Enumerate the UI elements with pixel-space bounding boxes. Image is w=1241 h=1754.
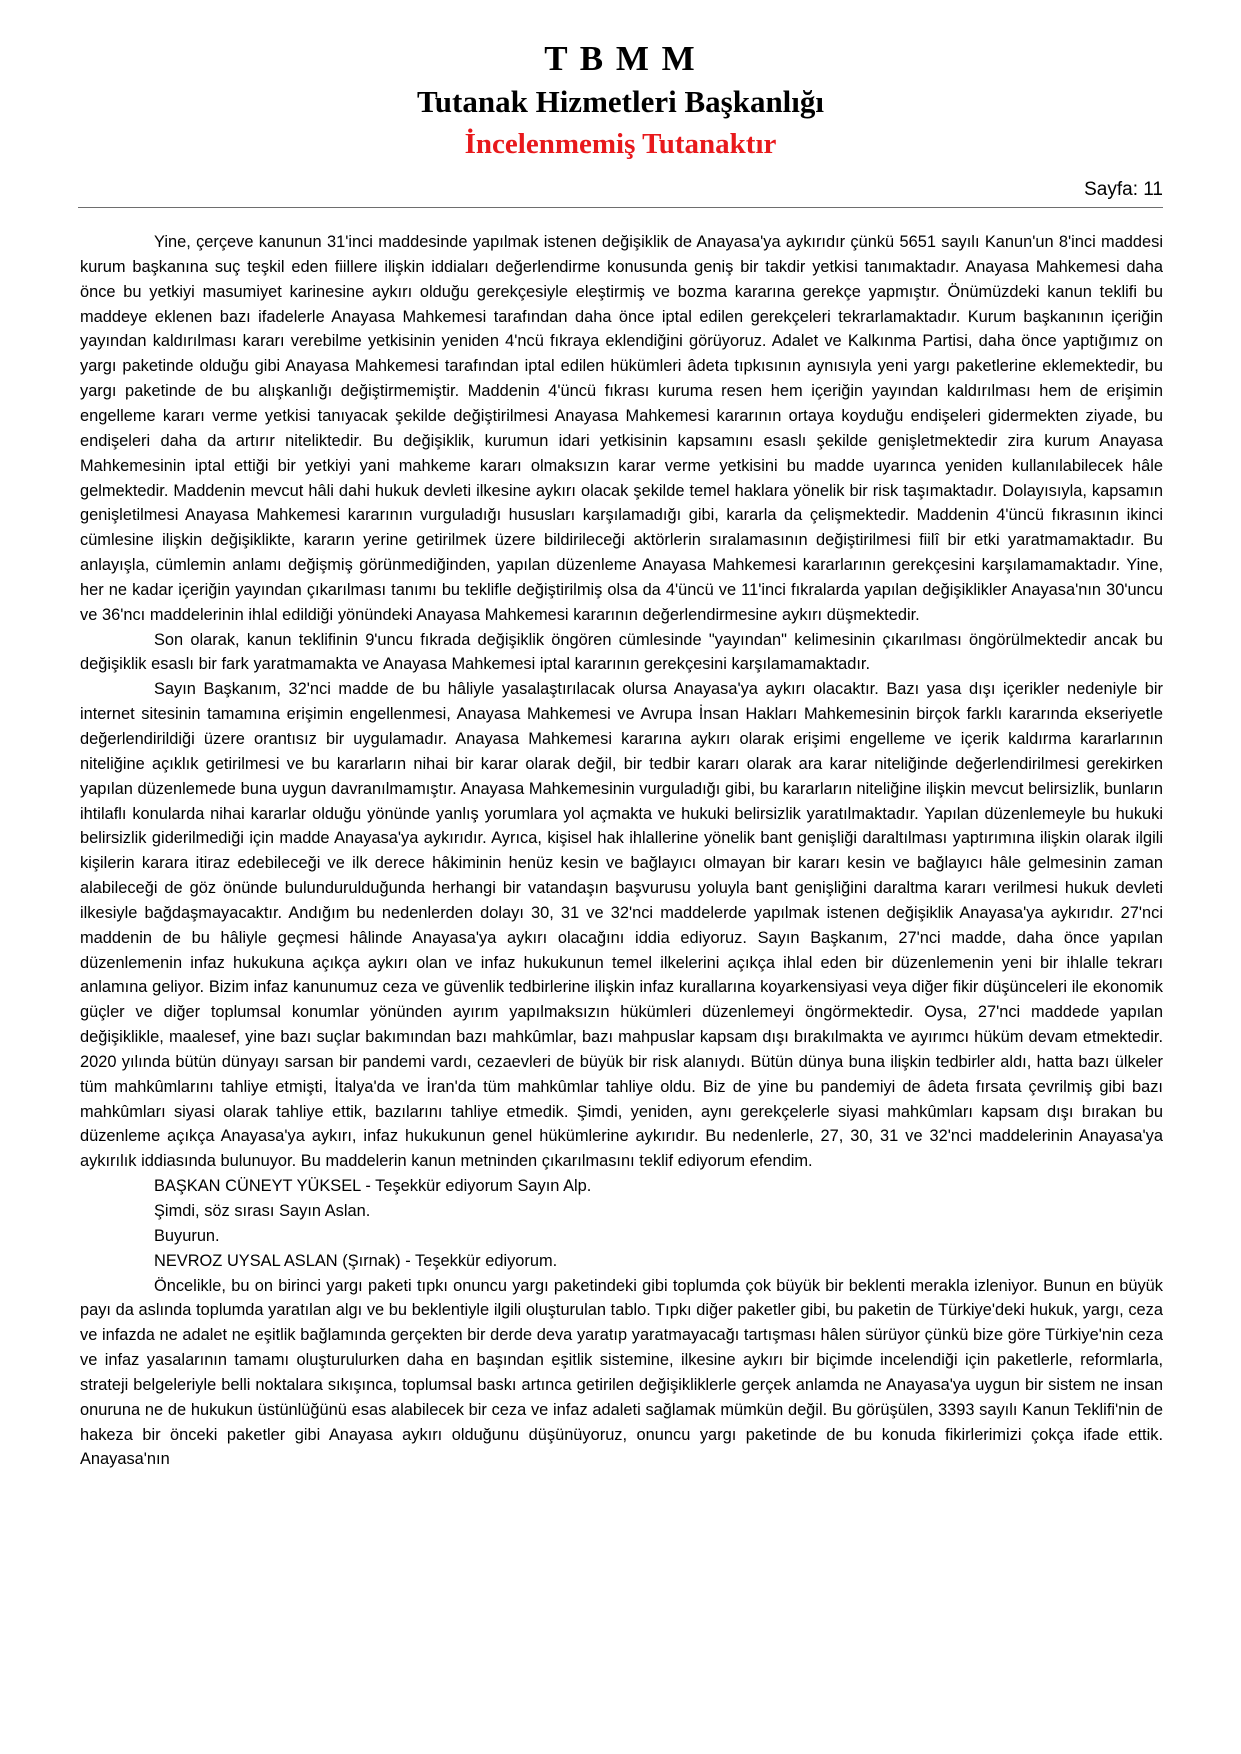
page-number: Sayfa: 11 — [1084, 179, 1163, 201]
speaker-line: Buyurun. — [154, 1226, 220, 1245]
institution-title: T B M M — [544, 39, 697, 78]
transcript-paragraph: Sayın Başkanım, 32'nci madde de bu hâliyle yasalaştırılacak olursa Anayasa'ya aykırı olacaktır. Bazı yasa dışı içerikler nedeniyle bir internet sitesinin tamamına erişimin engellenmesi, Anayasa Mahkemesi ve Avrupa İnsan Hakları Mahkemesinin birçok farklı kararında ekseriyetle değerlendirildiği üzere orantısız bir uygulamadır. Anayasa Mahkemesi kararına aykırı olarak erişimi engelleme ve içerik kaldırma kararlarının niteliğine açıklık getirilmesi ve bu kararların nihai bir karar olarak değil, bir tedbir kararı olarak ara karar niteliğinde değerlendirilmesi gerekirken yapılan düzenlemede buna uygun davranılmamıştır. Anayasa Mahkemesinin vurguladığı gibi, bu kararların niteliğine ilişkin mevcut belirsizlik, bunların ihtilaflı konularda nihai kararlar olduğu yönünde yanlış yorumlara yol açmakta ve hukuki belirsizlik yaratılmaktadır. Yapılan düzenlemeyle bu hukuki belirsizlik giderilmediği için madde Anayasa'ya aykırıdır. Ayrıca, kişisel hak ihlallerine yönelik bant genişliği daraltılması yaptırımına ilişkin olarak ilgili kişilerin karara itiraz edebileceği ve ilk derece hâkiminin henüz kesin ve bağlayıcı olmayan bir kararı kesin ve bağlayıcı hâle gelmesinin zaman alabileceği de göz önünde bulundurulduğunda herhangi bir vatandaşın başvurusu yoluyla bant genişliğini daraltma kararı verilmesi hukuk devleti ilkesiyle bağdaşmayacaktır. Andığım bu nedenlerden dolayı 30, 31 ve 32'nci maddelerde yapılmak istenen değişiklik Anayasa'ya aykırıdır. 27'nci maddenin de bu hâliyle geçmesi hâlinde Anayasa'ya aykırı olacağını iddia ediyoruz. Sayın Başkanım, 27'nci madde, daha önce yapılan düzenlemenin infaz hukukuna açıkça aykırı olan ve infaz hukukunun temel ilkelerini açıkça ihlal eden bir düzenlemenin yeni bir ihlalle tekrarı anlamına geliyor. Bizim infaz kanunumuz ceza ve güvenlik tedbirlerine ilişkin infaz kurallarına koyarkensiyasi veya diğer fikir düşünceleri ile ekonomik güçler ve diğer toplumsal konumlar yönünden ayırım yapılmaksızın hükümleri düzenlemeyi öngörmektedir. Oysa, 27'nci maddede yapılan değişiklikle, maalesef, yine bazı suçlar bakımından bazı mahkûmlar, bazı mahpuslar kapsam dışı bırakılmakta ve ayırımcı hüküm devam etmektedir. 2020 yılında bütün dünyayı sarsan bir pandemi vardı, cezaevleri de büyük bir risk alanıydı. Bütün dünya buna ilişkin tedbirler aldı, hatta bazı ülkeler tüm mahkûmlarını tahliye etmişti, İtalya'da ve İran'da tüm mahkûmlar tahliye oldu. Biz de yine bu pandemiyi de âdeta fırsata çevrilmiş gibi bazı mahkûmları siyasi olarak tahliye ettik, bazılarını tahliye etmedik. Şimdi, yeniden, aynı gerekçelerle siyasi mahkûmları kapsam dışı bırakan bu düzenleme açıkça Anayasa'ya aykırı, infaz hukukunun genel hükümlerine aykırıdır. Bu nedenlerle, 27, 30, 31 ve 32'nci maddelerinin Anayasa'ya aykırılık iddiasında bulunuyor. Bu maddelerin kanun metninden çıkarılmasını teklif ediyorum efendim. — [80, 680, 1163, 1171]
unreviewed-notice: İncelenmemiş Tutanaktır — [464, 127, 777, 160]
speaker-line: Şimdi, söz sırası Sayın Aslan. — [154, 1202, 371, 1220]
speaker-line: NEVROZ UYSAL ASLAN (Şırnak) - Teşekkür ediyorum. — [154, 1251, 558, 1270]
document-header — [0, 0, 1241, 161]
transcript-paragraph: Yine, çerçeve kanunun 31'inci maddesinde yapılmak istenen değişiklik de Anayasa'ya aykırıdır çünkü 5651 sayılı Kanun'un 8'inci maddesi kurum başkanına suç teşkil eden fiillere ilişkin iddiaları değerlendirme konusunda geniş bir takdir yetkisi tanımaktadır. Anayasa Mahkemesi daha önce bu yetkiyi masumiyet karinesine aykırı olduğu gerekçesiyle eleştirmiş ve bozma kararına gerekçe yapmıştır. Önümüzdeki kanun teklifi bu maddeye eklenen bazı ifadelerle Anayasa Mahkemesi tarafından daha önce iptal edilen gerekçeleri tekrarlamaktadır. Kurum başkanının içeriğin yayından kaldırılması kararı verebilme yetkisinin yeniden 4'ncü fıkraya eklendiğini görüyoruz. Adalet ve Kalkınma Partisi, daha önce yaptığımız on yargı paketinde olduğu gibi Anayasa Mahkemesi tarafından iptal edilen hükümleri âdeta tıpkısının aynısıyla yeni yargı paketlerine eklemektedir, bu yargı paketinde de bu alışkanlığı değiştirmemiştir. Maddenin 4'üncü fıkrası kuruma resen hem içeriğin yayından kaldırılması hem de erişimin engelleme kararı verme yetkisi tanıyacak şekilde değiştirilmesi Anayasa Mahkemesi kararının ortaya koyduğu endişeleri gidermekten ziyade, bu endişeleri daha da artırır niteliktedir. Bu değişiklik, kurumun idari yetkisinin kapsamını esaslı şekilde genişletmektedir zira kurum Anayasa Mahkemesinin iptal ettiği bir yetkiyi yani mahkeme kararı olmaksızın karar verme yetkisini bu madde uyarınca yeniden kullanılabilecek hâle gelmektedir. Maddenin mevcut hâli dahi hukuk devleti ilkesine aykırı olacak şekilde temel haklara yönelik bir risk taşımaktadır. Dolayısıyla, kapsamın genişletilmesi Anayasa Mahkemesi kararının vurguladığı hususları karşılamadığı gibi, kararla da çelişmektedir. Maddenin 4'üncü fıkrasının ikinci cümlesine ilişkin değişiklikte, kararın yerine getirilmek üzere bildirileceği aktörlerin sıralamasının değiştirilmesi fiilî bir etki yaratmamaktadır. Bu anlayışla, cümlemin anlamı değişmiş görünmediğinden, yapılan düzenleme Anayasa Mahkemesi kararlarının gerekçesini karşılamamaktadır. Yine, her ne kadar içeriğin yayından çıkarılması tanımı bu teklifle değiştirilmiş olsa da 4'üncü ve 11'inci fıkralarda yapılan değişiklikler Anayasa'nın 30'uncu ve 36'ncı maddelerinin ihlal edildiği yönündeki Anayasa Mahkemesi kararının değerlendirmesine aykırı düşmektedir. — [80, 233, 1163, 624]
department-title: Tutanak Hizmetleri Başkanlığı — [416, 84, 825, 120]
transcript-paragraph: Son olarak, kanun teklifinin 9'uncu fıkrada değişiklik öngören cümlesinde "yayından" kelimesinin çıkarılması öngörülmektedir ancak bu değişiklik esaslı bir fark yaratmamakta ve Anayasa Mahkemesi iptal kararının gerekçesini karşılamamaktadır. — [80, 630, 1163, 674]
transcript-paragraph: Öncelikle, bu on birinci yargı paketi tıpkı onuncu yargı paketindeki gibi toplumda çok büyük bir beklenti merakla izleniyor. Bunun en büyük payı da aslında toplumda yaratılan algı ve bu beklentiyle ilgili oluşturulan tablo. Tıpkı diğer paketler gibi, bu paketin de Türkiye'deki hukuk, yargı, ceza ve infazda ne adalet ne eşitlik bağlamında gerçekten bir derde deva yaratıp yaratmayacağı tartışması hâlen sürüyor çünkü bize göre Türkiye'nin ceza ve infaz yasalarının tamamı oluşturulurken daha en başından eşitlik sistemine, ilkesine aykırı bir biçimde incelendiği için paketlerle, reformlarla, strateji belgeleriyle belli noktalara sıkışınca, toplumsal baskı artınca getirilen değişikliklerle gerçek anlamda ne Anayasa'ya uygun bir sistem ne insan onuruna ne de hukukun üstünlüğünü esas alabilecek bir ceza ve infaz adaleti sağlamak mümkün değil. Bu görüşülen, 3393 sayılı Kanun Teklifi'nin de hakeza bir önceki paketler gibi Anayasa aykırı olduğunu düşünüyoruz, onuncu yargı paketinde de bu konuda fikirlerimizi çokça ifade ettik. Anayasa'nın — [80, 1276, 1163, 1469]
transcript-body — [0, 208, 1241, 1502]
speaker-line: BAŞKAN CÜNEYT YÜKSEL - Teşekkür ediyorum Sayın Alp. — [154, 1177, 592, 1196]
